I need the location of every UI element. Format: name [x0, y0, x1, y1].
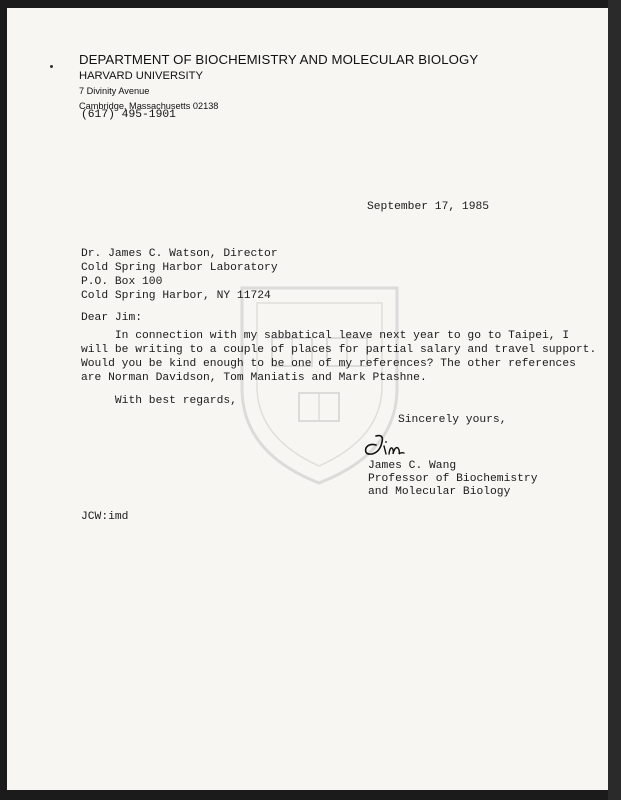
body-line-1: In connection with my sabbatical leave next year to go to Taipei, I [81, 330, 570, 342]
recipient-line-2: Cold Spring Harbor Laboratory [81, 262, 278, 274]
signatory-title-1: Professor of Biochemistry [368, 473, 538, 485]
signatory-name: James C. Wang [368, 460, 457, 472]
recipient-line-1: Dr. James C. Watson, Director [81, 248, 278, 260]
recipient-line-4: Cold Spring Harbor, NY 11724 [81, 290, 271, 302]
letterhead-university: HARVARD UNIVERSITY [79, 70, 203, 82]
signatory-title-2: and Molecular Biology [368, 486, 511, 498]
paper-mark [50, 65, 53, 68]
recipient-line-3: P.O. Box 100 [81, 276, 163, 288]
regards: With best regards, [81, 395, 237, 407]
closing: Sincerely yours, [398, 414, 507, 426]
letterhead-department: DEPARTMENT OF BIOCHEMISTRY AND MOLECULAR BIOLOGY [79, 52, 479, 67]
reference-initials: JCW:imd [81, 511, 129, 523]
body-line-4: are Norman Davidson, Tom Maniatis and Mark Ptashne. [81, 372, 427, 384]
letterhead-street: 7 Divinity Avenue [79, 86, 150, 96]
letter-date: September 17, 1985 [367, 201, 490, 213]
handwritten-signature [362, 432, 422, 462]
salutation: Dear Jim: [81, 312, 143, 324]
body-line-3: Would you be kind enough to be one of my references? The other references [81, 358, 576, 370]
letterhead-phone: (617) 495-1901 [81, 109, 176, 121]
page-edge [608, 0, 621, 800]
letterhead-city: Cambridge, Massachusetts 02138 [79, 101, 219, 111]
body-line-2: will be writing to a couple of places for partial salary and travel support. [81, 344, 597, 356]
